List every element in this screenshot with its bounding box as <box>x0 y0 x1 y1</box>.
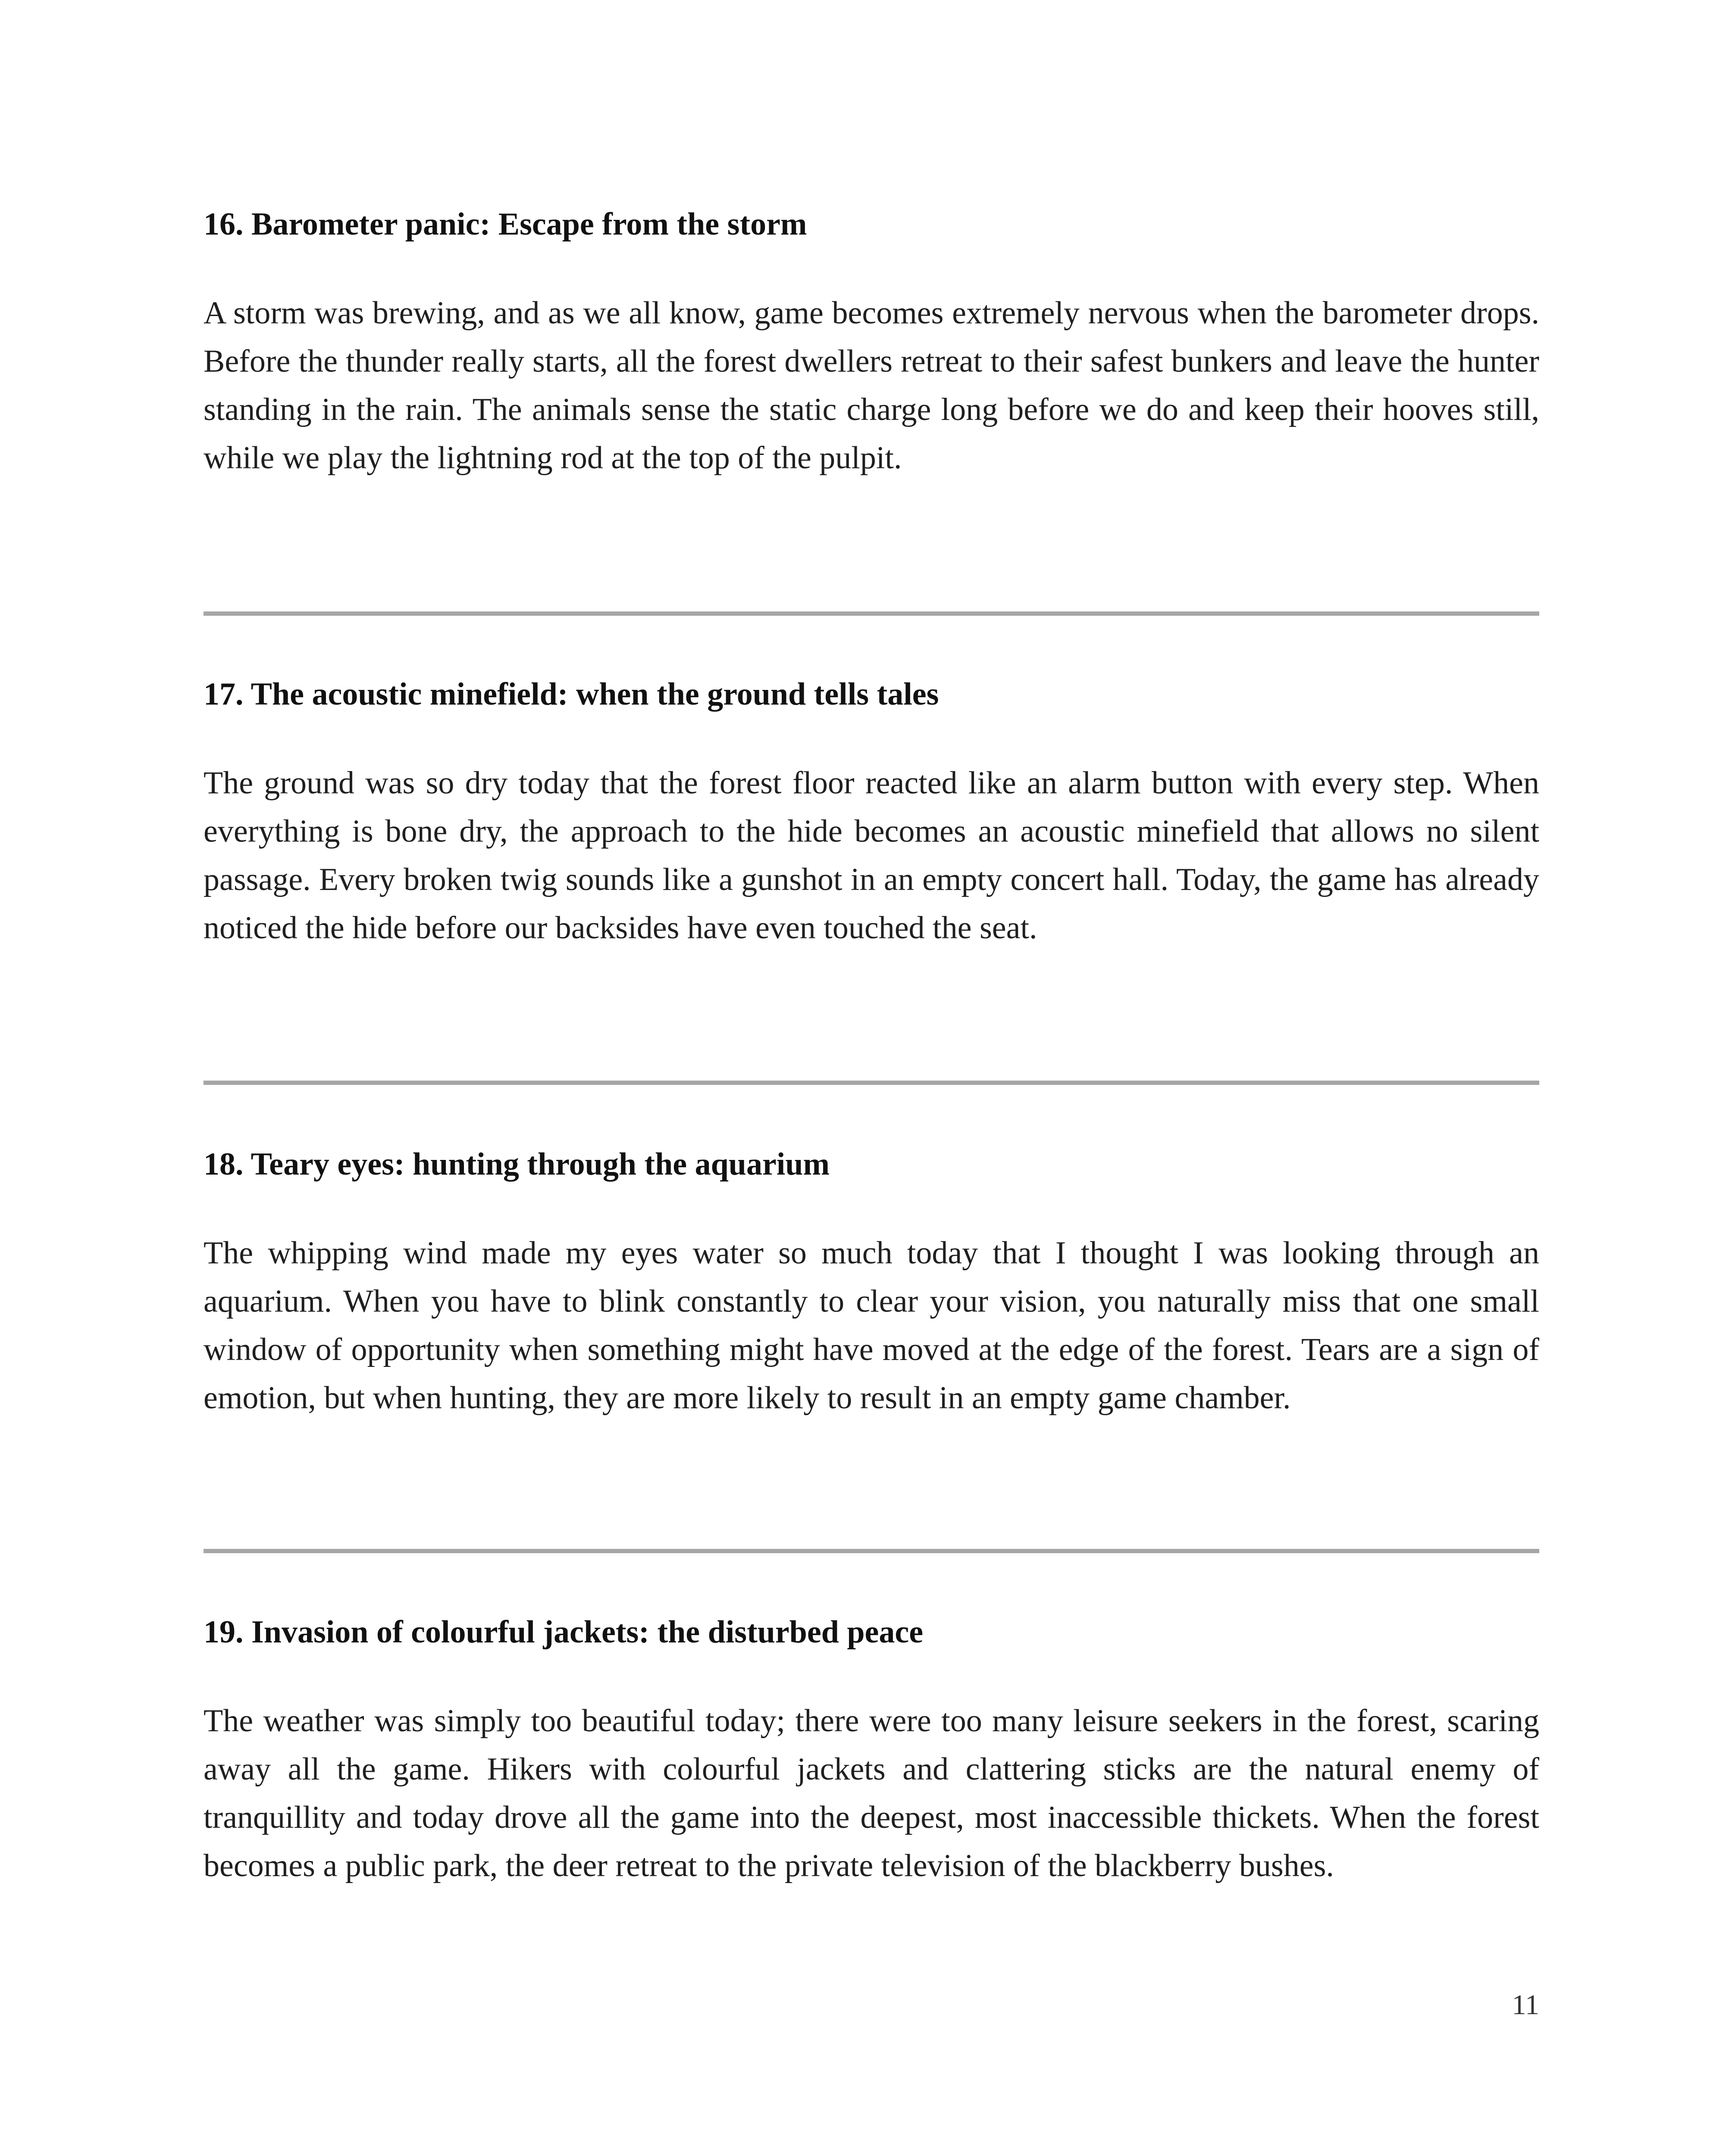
section-17 <box>204 673 1539 952</box>
section-19 <box>204 1611 1539 1890</box>
section-text: The whipping wind made my eyes water so much today that I thought I was looking through an aquarium. When you have to blink constantly to clear your vision, you naturally miss that one small window of opportunity when something might have moved at the edge of the forest. Tears are a sign of emotion, but when hunting, they are more likely to result in an empty game chamber. <box>204 1235 1539 1416</box>
section-title: 18. Teary eyes: hunting through the aquarium <box>204 1147 830 1182</box>
section-title: 17. The acoustic minefield: when the ground tells tales <box>204 677 939 712</box>
section-text: A storm was brewing, and as we all know, game becomes extremely nervous when the barometer drops. Before the thunder really starts, all the forest dwellers retreat to their safest bunkers and leave the hunter standing in the rain. The animals sense the static charge long before we do and keep their hooves still, while we play the lightning rod at the top of the pulpit. <box>204 295 1539 476</box>
section-18 <box>204 1143 1539 1422</box>
section-divider <box>204 1081 1539 1085</box>
section-divider <box>204 1549 1539 1553</box>
page-number: 11 <box>1512 1989 1539 2021</box>
section-16 <box>204 203 1539 482</box>
section-text: The ground was so dry today that the forest floor reacted like an alarm button with every step. When everything is bone dry, the approach to the hide becomes an acoustic minefield that allows no silent passage. Every broken twig sounds like a gunshot in an empty concert hall. Today, the game has already noticed the hide before our backsides have even touched the seat. <box>204 765 1539 946</box>
section-divider <box>204 611 1539 616</box>
section-title: 19. Invasion of colourful jackets: the disturbed peace <box>204 1614 924 1650</box>
section-text: The weather was simply too beautiful today; there were too many leisure seekers in the forest, scaring away all the game. Hikers with colourful jackets and clattering sticks are the natural enemy of tranquillity and today drove all the game into the deepest, most inaccessible thickets. When the forest becomes a public park, the deer retreat to the private television of the blackberry bushes. <box>204 1703 1539 1883</box>
section-title: 16. Barometer panic: Escape from the storm <box>204 207 807 242</box>
